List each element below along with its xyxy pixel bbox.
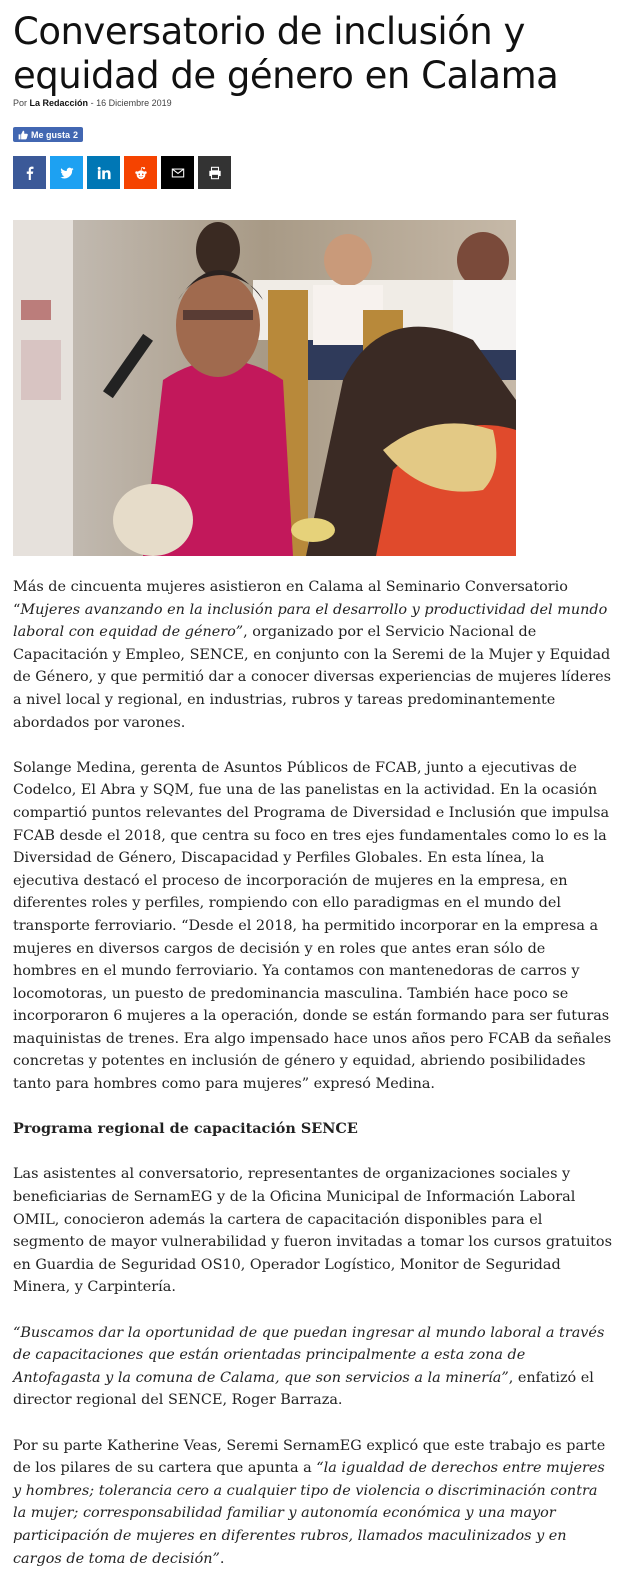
- email-icon: [171, 166, 185, 180]
- article-meta: [13, 98, 172, 108]
- article-title: Conversatorio de inclusión y equidad de género en Calama: [13, 10, 559, 97]
- paragraph-2: Solange Medina, gerenta de Asuntos Públicos de FCAB, junto a ejecutivas de Codelco, El Abra y SQM, fue una de las panelistas en la actividad. En la ocasión compartió puntos relevantes del Programa de Diversidad e Inclusión que impulsa FCAB desde el 2018, que centra su foco en tres ejes fundamentales como lo es la Diversidad de Género, Discapacidad y Perfiles Globales. En esta línea, la ejecutiva destacó el proceso de incorporación de mujeres en la empresa, en diferentes roles y perfiles, rompiendo con ello paradigmas en el mundo del transporte ferroviario. “Desde el 2018, ha permitido incorporar en la empresa a mujeres en diversos cargos de decisión y en roles que antes eran sólo de hombres en el mundo ferroviario. Ya contamos con mantenedoras de carros y locomotoras, un puesto de predominancia masculina. También hace poco se incorporaron 6 mujeres a la operación, donde se están formando para ser futuras maquinistas de trenes. Era algo impensado hace unos años pero FCAB da señales concretas y potentes en inclusión de género y equidad, abriendo posibilidades tanto para hombres como para mujeres” expresó Medina.: [13, 759, 612, 1093]
- paragraph-3: Las asistentes al conversatorio, representantes de organizaciones sociales y beneficiarias de SernamEG y de la Oficina Municipal de Información Laboral OMIL, conocieron además la cartera de capacitación disponibles para el segmento de mayor vulnerabilidad y fueron invitadas a tomar los cursos gratuitos en Guardia de Seguridad OS10, Operador Logístico, Monitor de Seguridad Minera, y Carpintería.: [13, 1166, 612, 1296]
- thumbs-up-icon: [18, 130, 28, 140]
- share-reddit-button[interactable]: [124, 156, 157, 189]
- publish-date: 16 Diciembre 2019: [96, 98, 172, 108]
- facebook-icon: [23, 166, 37, 180]
- like-label: Me gusta: [31, 129, 71, 140]
- section-heading: Programa regional de capacitación SENCE: [13, 1120, 358, 1138]
- linkedin-icon: [97, 166, 111, 180]
- author-link[interactable]: La Redacción: [29, 98, 89, 108]
- by-label: Por: [13, 98, 28, 108]
- share-linkedin-button[interactable]: [87, 156, 120, 189]
- meta-separator: -: [90, 98, 94, 108]
- like-count: 2: [73, 129, 79, 140]
- paragraph-1: Más de cincuenta mujeres asistieron en Calama al Seminario Conversatorio “Mujeres avanzando en la inclusión para el desarrollo y productividad del mundo laboral con equidad de género”, organizado por el Servicio Nacional de Capacitación y Empleo, SENCE, en conjunto con la Seremi de la Mujer y Equidad de Género, y que permitió dar a conocer diversas experiencias de mujeres líderes a nivel local y regional, en industrias, rubros y tareas predominantemente abordados por varones.: [13, 579, 611, 731]
- article-body: [13, 576, 613, 1593]
- paragraph-5: Por su parte Katherine Veas, Seremi SernamEG explicó que este trabajo es parte de los pilares de su cartera que apunta a “la igualdad de derechos entre mujeres y hombres; tolerancia cero a cualquier tipo de violencia o discriminación contra la mujer; corresponsabilidad familiar y autonomía económica y una mayor participación de mujeres en diferentes rubros, llamados maculinizados y en cargos de toma de decisión”.: [13, 1437, 606, 1567]
- article-photo: [13, 220, 516, 556]
- reddit-icon: [134, 166, 148, 180]
- share-facebook-button[interactable]: [13, 156, 46, 189]
- facebook-like-button[interactable]: [13, 127, 83, 142]
- print-icon: [208, 166, 222, 180]
- share-bar: [13, 156, 231, 189]
- paragraph-4: “Buscamos dar la oportunidad de que puedan ingresar al mundo laboral a través de capacitaciones que están orientadas principalmente a esta zona de Antofagasta y la comuna de Calama, que son servicios a la minería”, enfatizó el director regional del SENCE, Roger Barraza.: [13, 1324, 605, 1409]
- twitter-icon: [60, 166, 74, 180]
- share-twitter-button[interactable]: [50, 156, 83, 189]
- print-button[interactable]: [198, 156, 231, 189]
- share-email-button[interactable]: [161, 156, 194, 189]
